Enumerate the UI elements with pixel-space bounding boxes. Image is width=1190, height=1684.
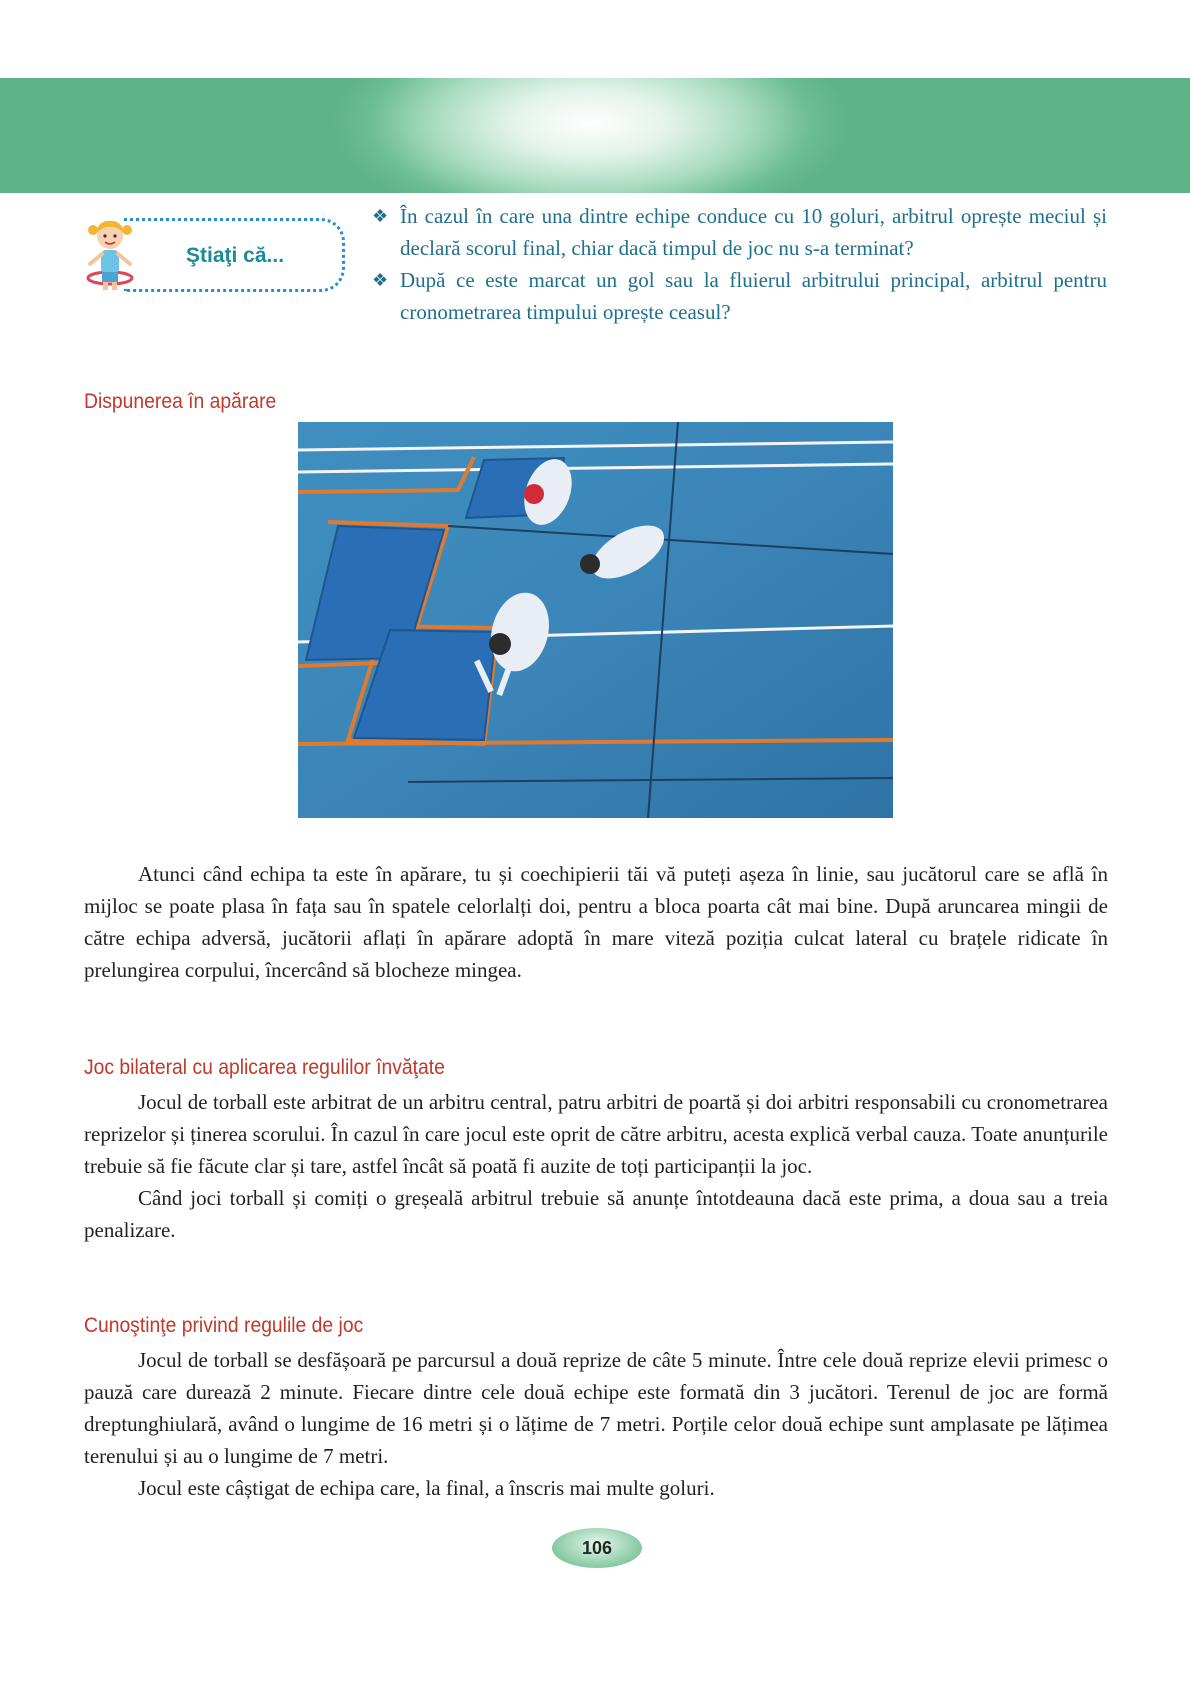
fact-item xyxy=(372,264,1107,328)
rules-knowledge-paragraphs xyxy=(84,1344,1108,1504)
fact-text: După ce este marcat un gol sau la fluierul arbitrului principal, arbitrul pentru cronometrarea timpului oprește ceasul? xyxy=(400,268,1107,324)
paragraph: Jocul de torball se desfășoară pe parcursul a două reprize de câte 5 minute. Între cele două reprize elevii primesc o pauză care durează 2 minute. Fiecare dintre cele două echipe este formată din 3 jucători. Terenul de joc are formă dreptunghiulară, având o lungime de 16 metri și o lățime de 7 metri. Porțile celor două echipe sunt amplasate pe lățimea terenului și au o lungime de 7 metri. xyxy=(84,1348,1108,1468)
did-you-know-facts xyxy=(372,200,1107,328)
paragraph: Jocul este câștigat de echipa care, la final, a înscris mai multe goluri. xyxy=(138,1476,715,1500)
paragraph: Atunci când echipa ta este în apărare, tu și coechipierii tăi vă puteți așeza în linie, sau jucătorul care se află în mijloc se poate plasa în fața sau în spatele celorlalți doi, pentru a bloca poarta cât mai bine. După aruncarea mingii de către echipa adversă, jucătorii aflați în apărare adoptă în mare viteză poziția culcat lateral cu brațele ridicate în prelungirea corpului, încercând să blocheze mingea. xyxy=(84,862,1108,982)
did-you-know-box xyxy=(84,216,354,290)
bilateral-game-paragraphs xyxy=(84,1086,1108,1246)
torball-defense-photo xyxy=(298,422,893,818)
section-title-bilateral-game: Joc bilateral cu aplicarea regulilor învăţate xyxy=(84,1056,445,1079)
fact-item xyxy=(372,200,1107,264)
section-title-rules-knowledge: Cunoştinţe privind regulile de joc xyxy=(84,1314,364,1337)
page-number: 106 xyxy=(552,1528,642,1568)
fact-text: În cazul în care una dintre echipe conduce cu 10 goluri, arbitrul oprește meciul și declară scorul final, chiar dacă timpul de joc nu s-a terminat? xyxy=(400,204,1107,260)
photo-illustration xyxy=(298,422,893,818)
defense-paragraphs xyxy=(84,858,1108,986)
did-you-know-title: Ştiaţi că... xyxy=(186,244,285,267)
section-title-defense: Dispunerea în apărare xyxy=(84,390,277,413)
paragraph: Când joci torball și comiți o greșeală arbitrul trebuie să anunțe întotdeauna dacă este prima, a doua sau a treia penalizare. xyxy=(84,1186,1108,1242)
diamond-bullet-icon: ❖ xyxy=(372,206,389,226)
diamond-bullet-icon: ❖ xyxy=(372,270,389,290)
girl-illustration xyxy=(84,216,136,292)
header-band xyxy=(0,78,1190,193)
paragraph: Jocul de torball este arbitrat de un arbitru central, patru arbitri de poartă și doi arbitri responsabili cu cronometrarea reprizelor și ținerea scorului. În cazul în care jocul este oprit de către arbitru, acesta explică verbal cauza. Toate anunțurile trebuie să fie făcute clar și tare, astfel încât să poată fi auzite de toți participanții la joc. xyxy=(84,1090,1108,1178)
